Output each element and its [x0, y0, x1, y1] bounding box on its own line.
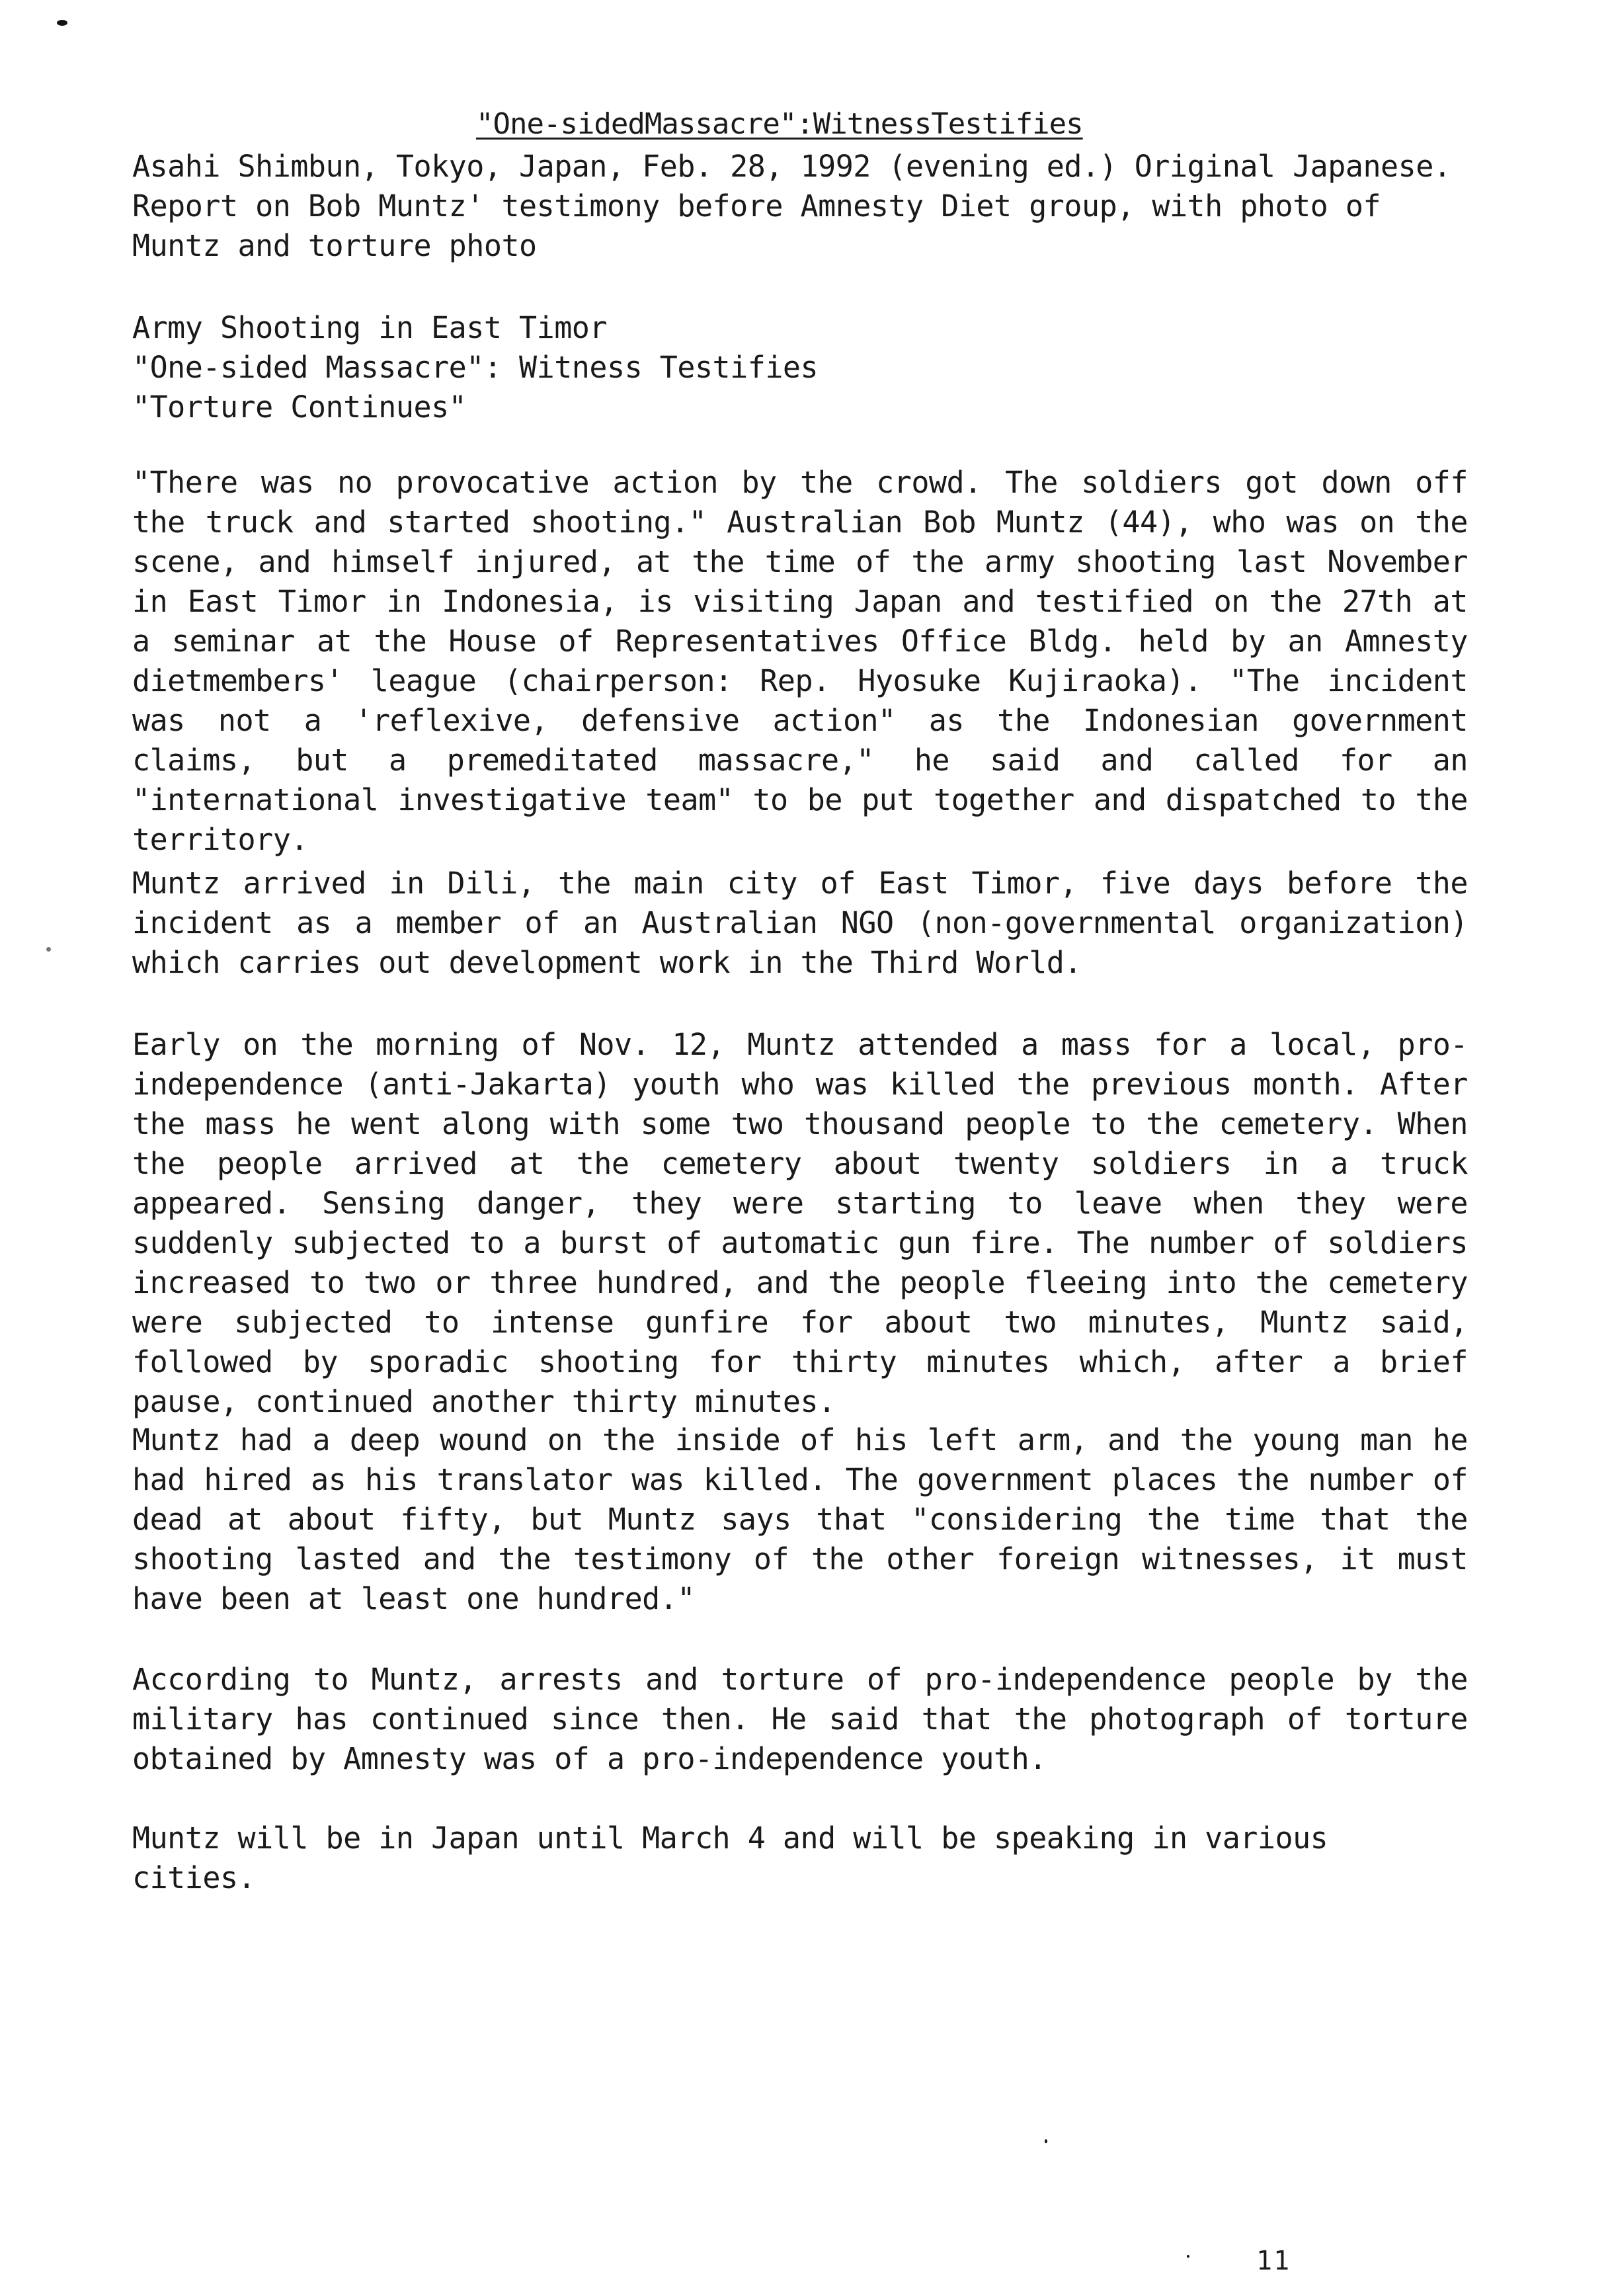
- citation-text: Asahi Shimbun, Tokyo, Japan, Feb. 28, 1992 (evening ed.) Original Japanese. Report on Bob Muntz' testimony before Amnesty Diet group, with photo of Muntz and torture photo: [132, 149, 1451, 263]
- headlines-block: [132, 308, 1468, 427]
- paragraph-itinerary: [132, 1819, 1468, 1898]
- paragraph-text: According to Muntz, arrests and torture of pro-independence people by the military has continued since then. He said that the photograph of torture obtained by Amnesty was of a pro-independence youth.: [132, 1662, 1468, 1776]
- paragraph-text: Early on the morning of Nov. 12, Muntz attended a mass for a local, pro-independence (anti-Jakarta) youth who was killed the previous month. After the mass he went along with some two thousand people to the cemetery. When the people arrived at the cemetery about twenty soldiers in a truck appeared. Sensing danger, they were starting to leave when they were suddenly subjected to a burst of automatic gun fire. The number of soldiers increased to two or three hundred, and the people fleeing into the cemetery were subjected to intense gunfire for about two minutes, Muntz said, followed by sporadic shooting for thirty minutes which, after a brief pause, continued another thirty minutes.: [132, 1027, 1468, 1419]
- page-number: 11: [1256, 2246, 1291, 2276]
- scan-speck-mark: [1187, 2255, 1189, 2258]
- headline-1: Army Shooting in East Timor: [132, 310, 607, 345]
- document-title: [476, 106, 1083, 143]
- paragraph-torture: [132, 1660, 1468, 1779]
- paragraph-text: Muntz had a deep wound on the inside of his left arm, and the young man he had hired as his translator was killed. The government places the number of dead at about fifty, but Muntz says that "considering the time that the shooting lasted and the testimony of the other foreign witnesses, it must have been at least one hundred.": [132, 1422, 1468, 1616]
- paragraph-text: "There was no provocative action by the crowd. The soldiers got down off the truck and started shooting." Australian Bob Muntz (44), who was on the scene, and himself injured, at the time of the army shooting last November in East Timor in Indonesia, is visiting Japan and testified on the 27th at a seminar at the House of Representatives Office Bldg. held by an Amnesty dietmembers' league (chairperson: Rep. Hyosuke Kujiraoka). "The incident was not a 'reflexive, defensive action" as the Indonesian government claims, but a premeditated massacre," he said and called for an "international investigative team" to be put together and dispatched to the territory.: [132, 465, 1468, 857]
- paragraph-testimony: [132, 463, 1468, 860]
- scan-speck-mark: [57, 20, 67, 26]
- scan-speck-mark: [1045, 2139, 1047, 2143]
- paragraph-incident: [132, 1025, 1468, 1422]
- headline-2: "One-sided Massacre": Witness Testifies: [132, 350, 819, 385]
- paragraph-text: Muntz will be in Japan until March 4 and will be speaking in various cities.: [132, 1821, 1328, 1895]
- headline-3: "Torture Continues": [132, 390, 467, 425]
- document-title-text: "One-sidedMassacre":WitnessTestifies: [476, 107, 1083, 141]
- paragraph-text: Muntz arrived in Dili, the main city of East Timor, five days before the incident as a member of an Australian NGO (non-governmental organization) which carries out development work in the Third World.: [132, 866, 1468, 980]
- citation-block: [132, 147, 1468, 266]
- scan-speck-mark: [46, 947, 51, 952]
- paragraph-arrival: [132, 864, 1468, 983]
- paragraph-casualties: [132, 1420, 1468, 1619]
